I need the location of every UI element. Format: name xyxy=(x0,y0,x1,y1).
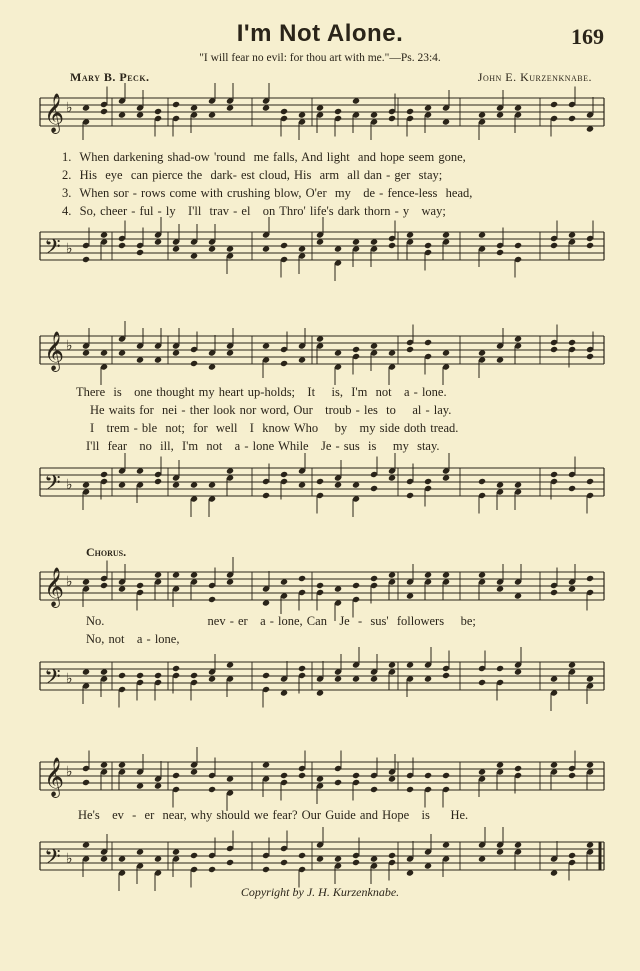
note-head xyxy=(280,578,288,585)
note-head xyxy=(208,363,216,370)
note-head xyxy=(226,775,234,782)
note-head xyxy=(226,661,234,668)
note-head xyxy=(226,245,234,252)
note-head xyxy=(136,672,144,679)
note-head xyxy=(370,786,378,793)
note-head xyxy=(280,108,288,115)
note-head xyxy=(550,242,558,249)
flat-icon: ♭ xyxy=(66,477,73,493)
note-head xyxy=(334,349,342,356)
note-head xyxy=(334,108,342,115)
note-head xyxy=(190,672,198,679)
note-head xyxy=(262,492,270,499)
note-head xyxy=(406,346,414,353)
note-head xyxy=(316,582,324,589)
bass-clef-icon: 𝄢 xyxy=(44,471,61,501)
note-head xyxy=(118,585,126,592)
note-head xyxy=(136,582,144,589)
note-head xyxy=(190,571,198,578)
treble-clef-icon: 𝄞 xyxy=(44,93,65,133)
note-head xyxy=(586,478,594,485)
note-head xyxy=(586,353,594,360)
note-head xyxy=(388,571,396,578)
system-4-bass-staff xyxy=(0,836,640,884)
note-head xyxy=(514,668,522,675)
hymn-title: I'm Not Alone. xyxy=(236,20,404,47)
note-head xyxy=(568,661,576,668)
note-head xyxy=(370,675,378,682)
note-head xyxy=(370,111,378,118)
note-head xyxy=(298,852,306,859)
note-head xyxy=(136,356,144,363)
note-head xyxy=(226,578,234,585)
note-head xyxy=(172,772,180,779)
note-head xyxy=(352,97,360,104)
note-head xyxy=(478,478,486,485)
note-head xyxy=(406,592,414,599)
chorus-line-1: No. nev - er a - lone, Can Je - sus' followers be; xyxy=(86,614,476,628)
system-1-treble-staff xyxy=(0,92,640,140)
verse2-line-3: I trem - ble not; for well I know Who by my side doth tread. xyxy=(90,421,459,435)
note-head xyxy=(136,249,144,256)
note-head xyxy=(154,672,162,679)
note-head xyxy=(280,772,288,779)
verse2-line-1: There is one thought my heart up-holds; It is, I'm not a - lone. xyxy=(76,385,447,399)
note-head xyxy=(100,582,108,589)
chorus-label: Chorus. xyxy=(86,545,127,559)
system-3-treble-staff xyxy=(0,566,640,614)
note-head xyxy=(298,665,306,672)
note-head xyxy=(388,661,396,668)
note-head xyxy=(496,761,504,768)
flat-icon: ♭ xyxy=(66,100,73,116)
note-head xyxy=(568,585,576,592)
note-head xyxy=(316,104,324,111)
note-head xyxy=(226,104,234,111)
note-head xyxy=(406,661,414,668)
note-head xyxy=(352,582,360,589)
note-head xyxy=(172,665,180,672)
note-head xyxy=(352,346,360,353)
note-head xyxy=(100,349,108,356)
note-head xyxy=(100,668,108,675)
note-head xyxy=(550,471,558,478)
treble-clef-icon: 𝄞 xyxy=(44,331,65,371)
note-head xyxy=(118,672,126,679)
note-head xyxy=(568,852,576,859)
note-head xyxy=(496,356,504,363)
final-line: He's ev - er near, why should we fear? Our Guide and Hope is He. xyxy=(78,808,469,822)
verse-line-4: 4. So, cheer - ful - ly I'll trav - el on Thro' life's dark thorn - y way; xyxy=(62,204,446,218)
flat-icon: ♭ xyxy=(66,671,73,687)
note-head xyxy=(424,772,432,779)
note-head xyxy=(316,855,324,862)
note-head xyxy=(208,675,216,682)
note-head xyxy=(226,349,234,356)
note-head xyxy=(316,775,324,782)
note-head xyxy=(370,575,378,582)
system-4-treble-staff xyxy=(0,756,640,804)
note-head xyxy=(496,111,504,118)
verse-line-3: 3. When sor - rows come with crushing blow, O'er my de - fence-less head, xyxy=(62,186,473,200)
note-head xyxy=(442,118,450,125)
note-head xyxy=(82,668,90,675)
flat-icon: ♭ xyxy=(66,764,73,780)
note-head xyxy=(82,256,90,263)
verse-line-1: 1. When darkening shad-ow 'round me falls, And light and hope seem gone, xyxy=(62,150,466,164)
note-head xyxy=(388,349,396,356)
note-head xyxy=(550,761,558,768)
verse2-line-2: He waits for nei - ther look nor word, Our troub - les to al - lay. xyxy=(90,403,452,417)
note-head xyxy=(118,481,126,488)
note-head xyxy=(82,841,90,848)
note-head xyxy=(280,859,288,866)
note-head xyxy=(208,866,216,873)
note-head xyxy=(442,772,450,779)
note-head xyxy=(352,675,360,682)
bass-clef-icon: 𝄢 xyxy=(44,235,61,265)
flat-icon: ♭ xyxy=(66,241,73,257)
note-head xyxy=(208,481,216,488)
note-head xyxy=(172,349,180,356)
note-head xyxy=(388,474,396,481)
system-1-bass-staff xyxy=(0,226,640,274)
note-head xyxy=(442,474,450,481)
note-head xyxy=(550,346,558,353)
note-head xyxy=(406,492,414,499)
system-2-bass-staff xyxy=(0,462,640,510)
note-head xyxy=(550,869,558,876)
note-head xyxy=(478,768,486,775)
note-head xyxy=(424,478,432,485)
note-head xyxy=(514,481,522,488)
note-head xyxy=(82,481,90,488)
verse-line-2: 2. His eye can pierce the dark- est cloud, His arm all dan - ger stay; xyxy=(62,168,443,182)
note-head xyxy=(262,866,270,873)
note-head xyxy=(406,869,414,876)
note-head xyxy=(370,485,378,492)
note-head xyxy=(154,571,162,578)
note-head xyxy=(406,786,414,793)
note-head xyxy=(586,575,594,582)
note-head xyxy=(334,675,342,682)
note-head xyxy=(424,675,432,682)
note-head xyxy=(514,765,522,772)
note-head xyxy=(298,575,306,582)
note-head xyxy=(586,242,594,249)
note-head xyxy=(154,238,162,245)
note-head xyxy=(298,245,306,252)
note-head xyxy=(136,848,144,855)
note-head xyxy=(208,111,216,118)
note-head xyxy=(190,252,198,259)
note-head xyxy=(262,599,270,606)
flat-icon: ♭ xyxy=(66,851,73,867)
flat-icon: ♭ xyxy=(66,574,73,590)
note-head xyxy=(352,859,360,866)
verse2-line-4: I'll fear no ill, I'm not a - lone While Je - sus is my stay. xyxy=(86,439,440,453)
note-head xyxy=(586,841,594,848)
note-head xyxy=(478,111,486,118)
note-head xyxy=(262,245,270,252)
note-head xyxy=(172,245,180,252)
note-head xyxy=(568,485,576,492)
note-head xyxy=(172,101,180,108)
note-head xyxy=(136,467,144,474)
note-head xyxy=(568,231,576,238)
note-head xyxy=(208,245,216,252)
note-head xyxy=(280,471,288,478)
note-head xyxy=(514,242,522,249)
note-head xyxy=(226,859,234,866)
note-head xyxy=(442,571,450,578)
note-head xyxy=(208,596,216,603)
composer-credit: John E. Kurzenknabe. xyxy=(477,70,592,84)
note-head xyxy=(118,111,126,118)
note-head xyxy=(82,349,90,356)
note-head xyxy=(478,679,486,686)
note-head xyxy=(280,242,288,249)
note-head xyxy=(316,689,324,696)
note-head xyxy=(586,675,594,682)
treble-clef-icon: 𝄞 xyxy=(44,567,65,607)
note-head xyxy=(172,481,180,488)
note-head xyxy=(406,108,414,115)
note-head xyxy=(154,782,162,789)
note-head xyxy=(352,238,360,245)
note-head xyxy=(568,772,576,779)
note-head xyxy=(334,245,342,252)
note-head xyxy=(388,242,396,249)
note-head xyxy=(190,852,198,859)
note-head xyxy=(298,356,306,363)
note-head xyxy=(262,761,270,768)
note-head xyxy=(136,782,144,789)
note-head xyxy=(388,852,396,859)
note-head xyxy=(514,335,522,342)
note-head xyxy=(478,349,486,356)
note-head xyxy=(514,104,522,111)
note-head xyxy=(406,231,414,238)
note-head xyxy=(154,108,162,115)
note-head xyxy=(514,592,522,599)
note-head xyxy=(316,335,324,342)
note-head xyxy=(100,471,108,478)
copyright-notice: Copyright by J. H. Kurzenknabe. xyxy=(240,885,400,899)
note-head xyxy=(172,848,180,855)
note-head xyxy=(496,665,504,672)
note-head xyxy=(388,115,396,122)
note-head xyxy=(424,242,432,249)
note-head xyxy=(514,841,522,848)
note-head xyxy=(496,249,504,256)
note-head xyxy=(424,862,432,869)
note-head xyxy=(334,855,342,862)
note-head xyxy=(334,481,342,488)
note-head xyxy=(298,481,306,488)
note-head xyxy=(550,589,558,596)
note-head xyxy=(118,855,126,862)
note-head xyxy=(100,231,108,238)
note-head xyxy=(82,779,90,786)
note-head xyxy=(496,481,504,488)
note-head xyxy=(370,238,378,245)
note-head xyxy=(82,104,90,111)
note-head xyxy=(190,768,198,775)
note-head xyxy=(190,104,198,111)
note-head xyxy=(262,672,270,679)
note-head xyxy=(388,775,396,782)
note-head xyxy=(496,848,504,855)
note-head xyxy=(586,125,594,132)
note-head xyxy=(568,339,576,346)
note-head xyxy=(316,238,324,245)
note-head xyxy=(442,841,450,848)
note-head xyxy=(496,585,504,592)
note-head xyxy=(478,571,486,578)
note-head xyxy=(352,481,360,488)
note-head xyxy=(280,360,288,367)
note-head xyxy=(424,339,432,346)
bass-clef-icon: 𝄢 xyxy=(44,845,61,875)
bass-clef-icon: 𝄢 xyxy=(44,665,61,695)
note-head xyxy=(442,672,450,679)
note-head xyxy=(190,360,198,367)
note-head xyxy=(442,349,450,356)
note-head xyxy=(172,571,180,578)
treble-clef-icon: 𝄞 xyxy=(44,757,65,797)
note-head xyxy=(118,349,126,356)
note-head xyxy=(316,478,324,485)
note-head xyxy=(550,675,558,682)
note-head xyxy=(100,761,108,768)
note-head xyxy=(442,231,450,238)
chorus-line-2: No, not a - lone, xyxy=(86,632,180,646)
note-head xyxy=(478,855,486,862)
note-head xyxy=(262,342,270,349)
note-head xyxy=(550,101,558,108)
note-head xyxy=(190,481,198,488)
note-head xyxy=(118,242,126,249)
note-head xyxy=(334,779,342,786)
note-head xyxy=(100,108,108,115)
note-head xyxy=(424,104,432,111)
note-head xyxy=(154,356,162,363)
note-head xyxy=(298,111,306,118)
note-head xyxy=(568,115,576,122)
flat-icon: ♭ xyxy=(66,338,73,354)
note-head xyxy=(208,786,216,793)
note-head xyxy=(100,855,108,862)
note-head xyxy=(298,772,306,779)
note-head xyxy=(226,467,234,474)
note-head xyxy=(370,342,378,349)
note-head xyxy=(118,761,126,768)
page-number: 169 xyxy=(571,24,604,49)
note-head xyxy=(478,231,486,238)
note-head xyxy=(424,571,432,578)
note-head xyxy=(334,585,342,592)
note-head xyxy=(280,689,288,696)
system-2-treble-staff xyxy=(0,330,640,378)
scripture-epigraph: "I will fear no evil: for thou art with me."—Ps. 23:4. xyxy=(199,52,441,64)
note-head xyxy=(136,111,144,118)
note-head xyxy=(586,761,594,768)
lyricist-credit: Mary B. Peck. xyxy=(70,70,150,84)
system-3-bass-staff xyxy=(0,656,640,704)
note-head xyxy=(352,772,360,779)
note-head xyxy=(154,478,162,485)
note-head xyxy=(154,855,162,862)
note-head xyxy=(82,578,90,585)
note-head xyxy=(262,104,270,111)
note-head xyxy=(370,855,378,862)
